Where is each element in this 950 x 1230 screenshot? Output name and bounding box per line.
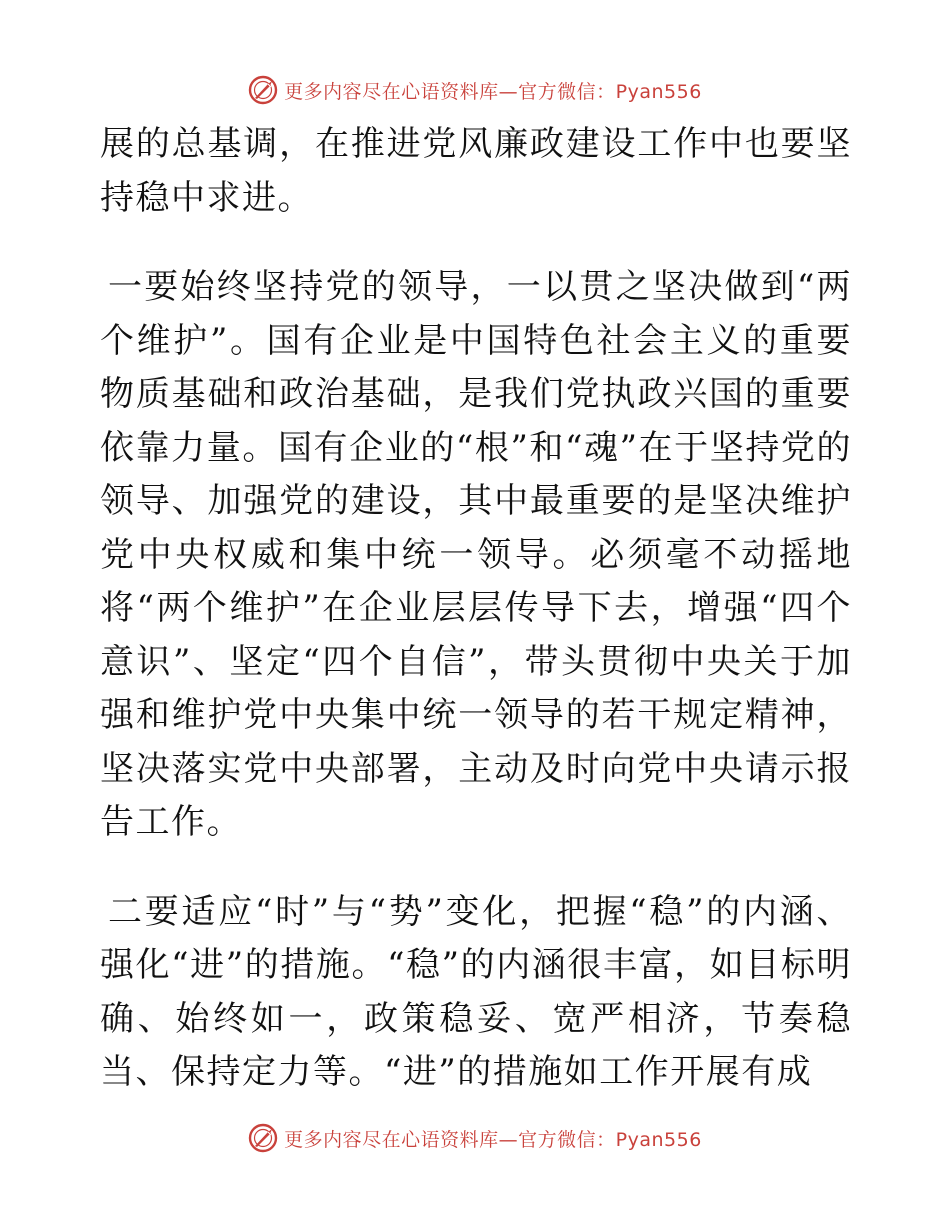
paragraph: 一要始终坚持党的领导，一以贯之坚决做到“两个维护”。国有企业是中国特色社会主义的重要物质基础和政治基础，是我们党执政兴国的重要依靠力量。国有企业的“根”和“魂”在于坚持党的领导、加强党的建设，其中最重要的是坚决维护党中央权威和集中统一领导。必须毫不动摇地将“两个维护”在企业层层传导下去，增强“四个意识”、坚定“四个自信”，带头贯彻中央关于加强和维护党中央集中统一领导的若干规定精神，坚决落实党中央部署，主动及时向党中央请示报告工作。: [100, 267, 852, 842]
banner-text: 更多内容尽在心语资料库—官方微信：Pyan556: [284, 80, 702, 103]
body-text: [100, 118, 852, 1100]
paragraph: 展的总基调，在推进党风廉政建设工作中也要坚持稳中求进。: [100, 124, 852, 218]
footer-banner: [0, 1118, 950, 1158]
quill-seal-icon: [248, 75, 278, 105]
header-banner: [0, 70, 950, 110]
quill-seal-icon: [248, 1123, 278, 1153]
banner-text: 更多内容尽在心语资料库—官方微信：Pyan556: [284, 1128, 702, 1151]
paragraph: 二要适应“时”与“势”变化，把握“稳”的内涵、强化“进”的措施。“稳”的内涵很丰富，如目标明确、始终如一，政策稳妥、宽严相济，节奏稳当、保持定力等。“进”的措施如工作开展有成: [100, 891, 852, 1092]
